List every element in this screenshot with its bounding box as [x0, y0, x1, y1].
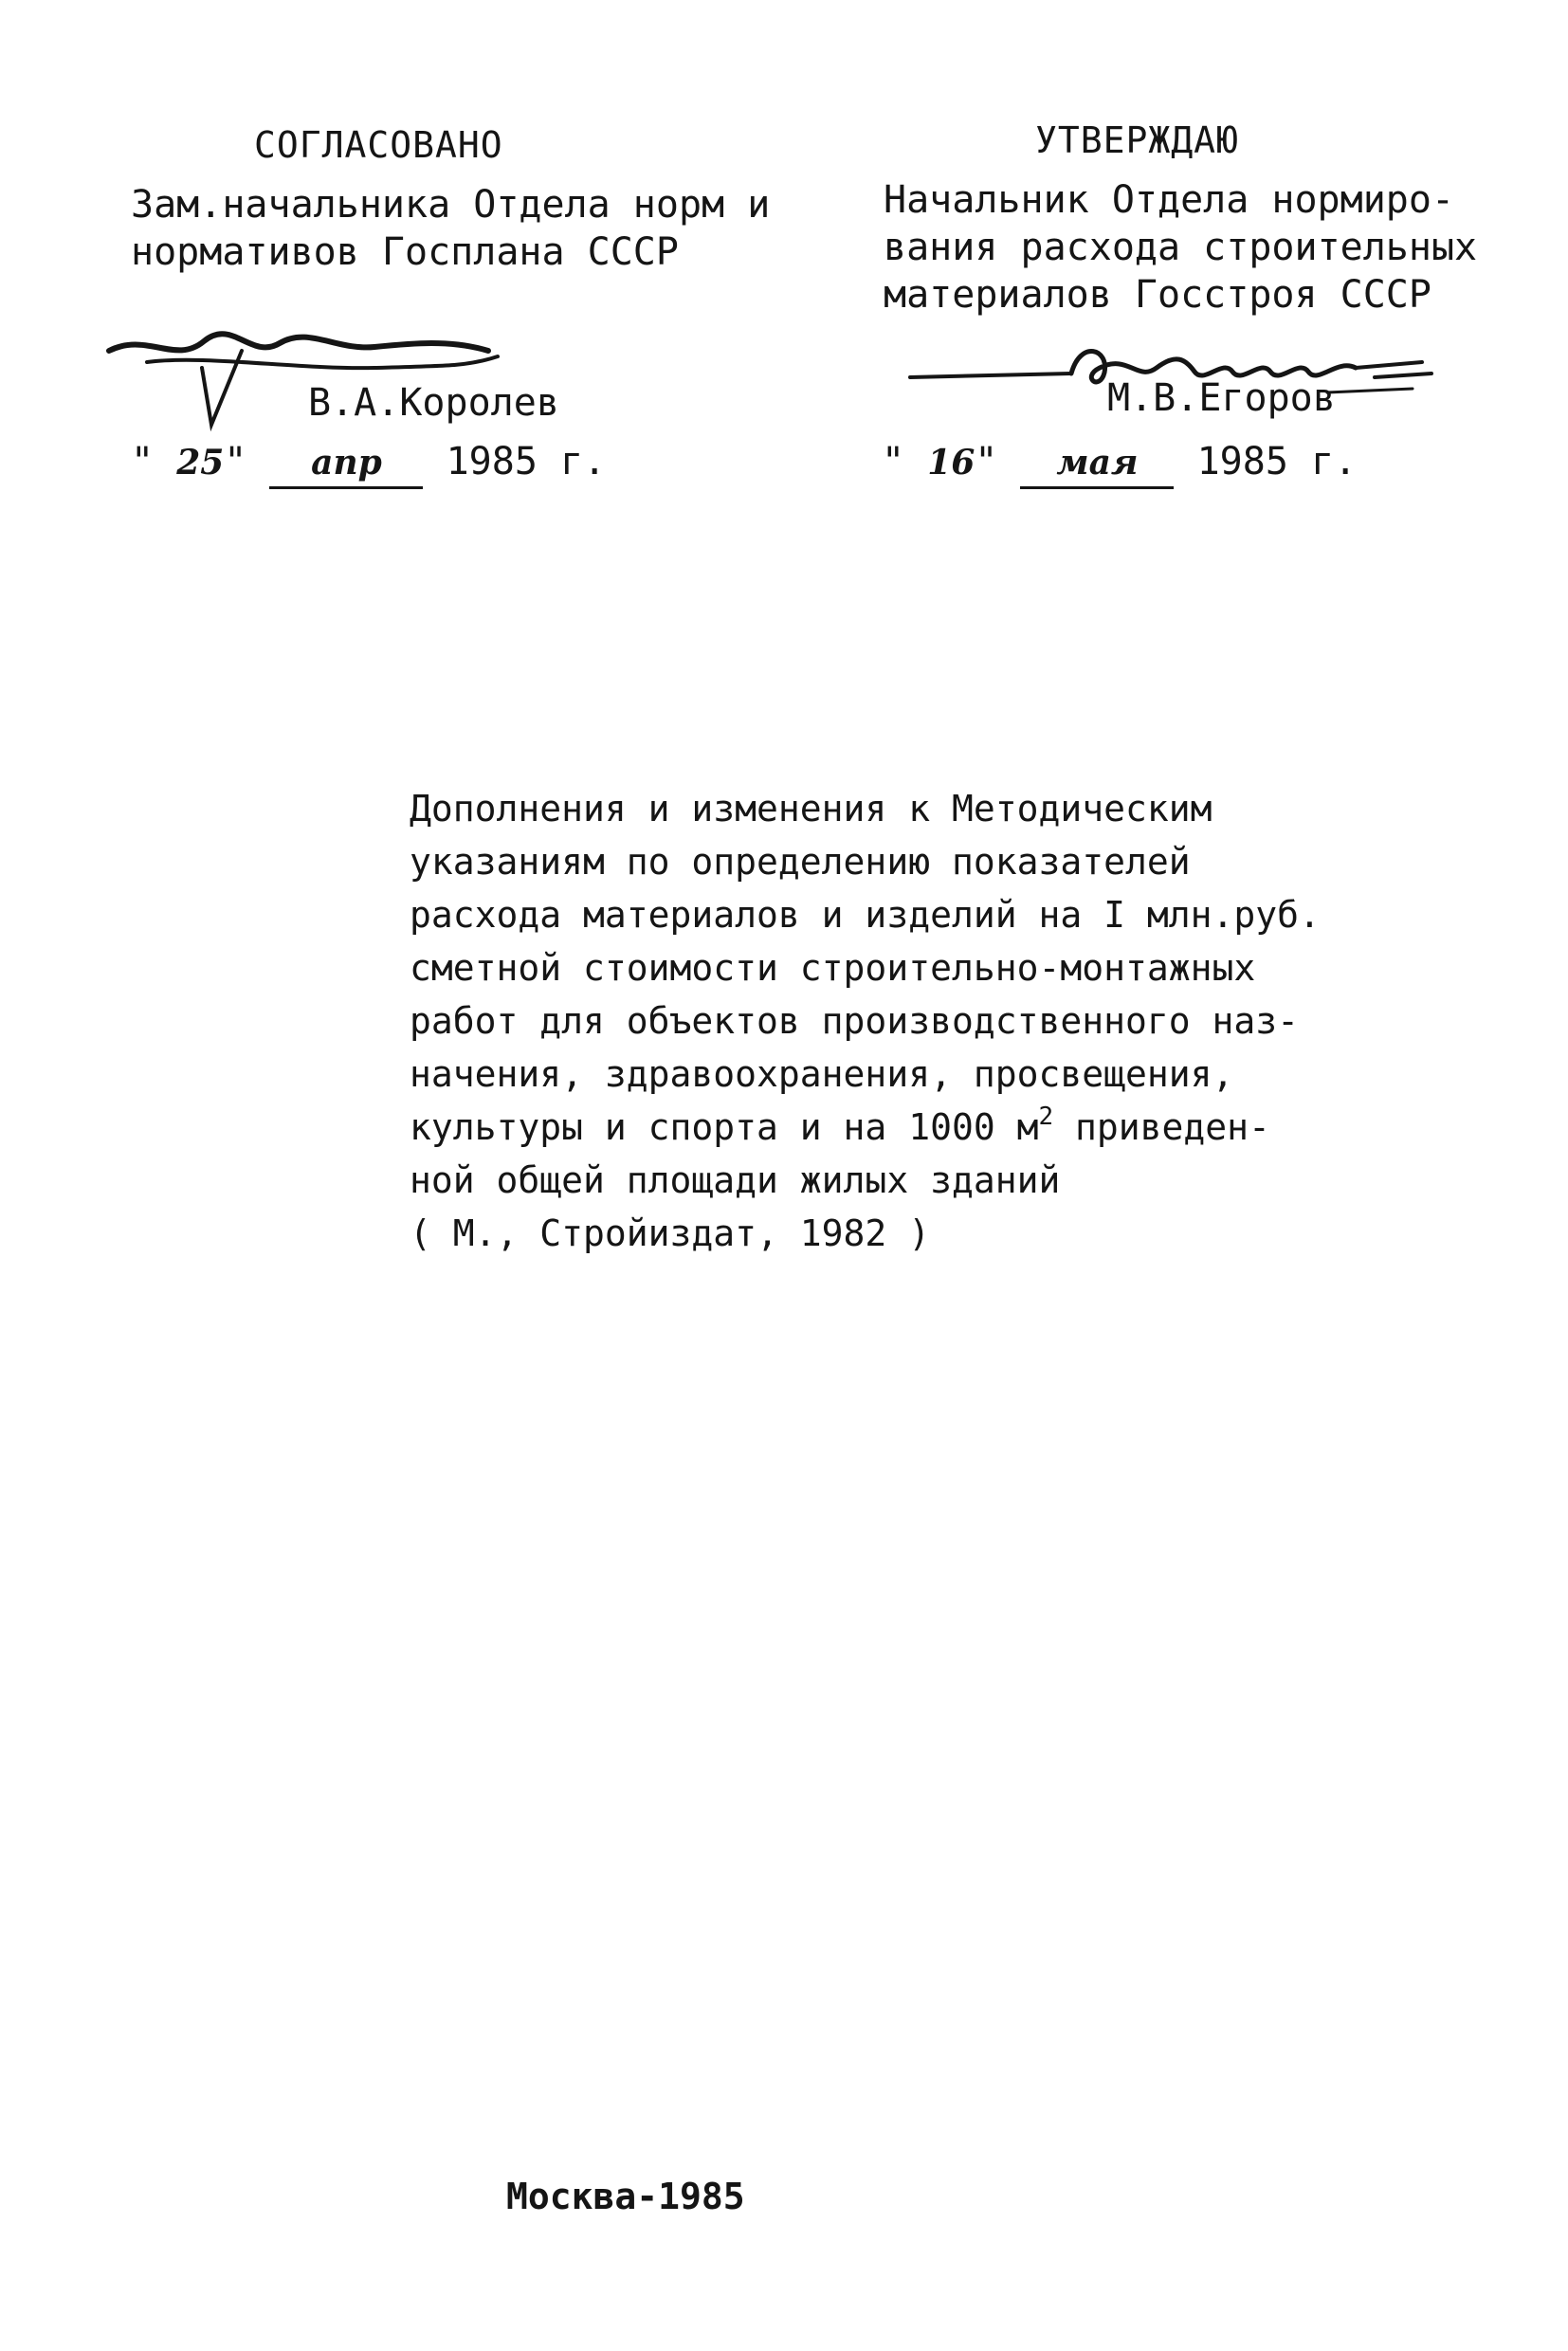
- position-line-3: материалов Госстроя СССР: [884, 273, 1431, 317]
- document-title: [410, 782, 1321, 1260]
- heading-agreed: СОГЛАСОВАНО: [254, 124, 503, 166]
- date-right-open-quote: ": [882, 440, 905, 483]
- approval-block-agreed: [131, 118, 770, 276]
- title-line-3: расхода материалов и изделий на I млн.руб.: [410, 894, 1321, 936]
- place-and-year: Москва-1985: [506, 2176, 745, 2217]
- title-line-7-end: приведен-: [1053, 1106, 1270, 1148]
- position-line-2: нормативов Госплана СССР: [131, 230, 679, 274]
- date-left-month: апр: [269, 439, 423, 489]
- date-left: [131, 438, 606, 489]
- date-left-year: 1985 г.: [446, 440, 607, 483]
- date-right-year: 1985 г.: [1196, 440, 1358, 483]
- title-line-9: ( М., Стройиздат, 1982 ): [410, 1212, 931, 1254]
- approval-block-approved: [884, 114, 1477, 319]
- name-korolev: В.А.Королев: [308, 381, 559, 425]
- date-right-close-quote: ": [975, 440, 998, 483]
- date-left-day: 25: [176, 443, 225, 483]
- title-line-2: указаниям по определению показателей: [410, 841, 1191, 883]
- date-left-open-quote: ": [131, 440, 155, 483]
- title-line-8: ной общей площади жилых зданий: [410, 1159, 1061, 1201]
- date-left-close-quote: ": [224, 440, 247, 483]
- title-line-1: Дополнения и изменения к Методическим: [410, 788, 1212, 829]
- name-egorov: М.В.Егоров: [1107, 376, 1336, 420]
- date-right-month: мая: [1020, 439, 1174, 489]
- square-superscript: 2: [1038, 1103, 1054, 1131]
- title-line-6: начения, здравоохранения, просвещения,: [410, 1053, 1234, 1095]
- position-line-2: вания расхода строительных: [884, 226, 1478, 269]
- title-line-5: работ для объектов производственного наз-: [410, 1000, 1299, 1042]
- date-right-day: 16: [927, 443, 975, 483]
- position-line-1: Начальник Отдела нормиро-: [884, 178, 1455, 222]
- title-line-7: [410, 1101, 1321, 1154]
- date-right: [882, 438, 1357, 489]
- title-line-4: сметной стоимости строительно-монтажных: [410, 947, 1256, 989]
- heading-approved: УТВЕРЖДАЮ: [1035, 119, 1239, 161]
- title-line-7-text: культуры и спорта и на 1000 м: [410, 1106, 1039, 1148]
- position-line-1: Зам.начальника Отдела норм и: [131, 183, 771, 227]
